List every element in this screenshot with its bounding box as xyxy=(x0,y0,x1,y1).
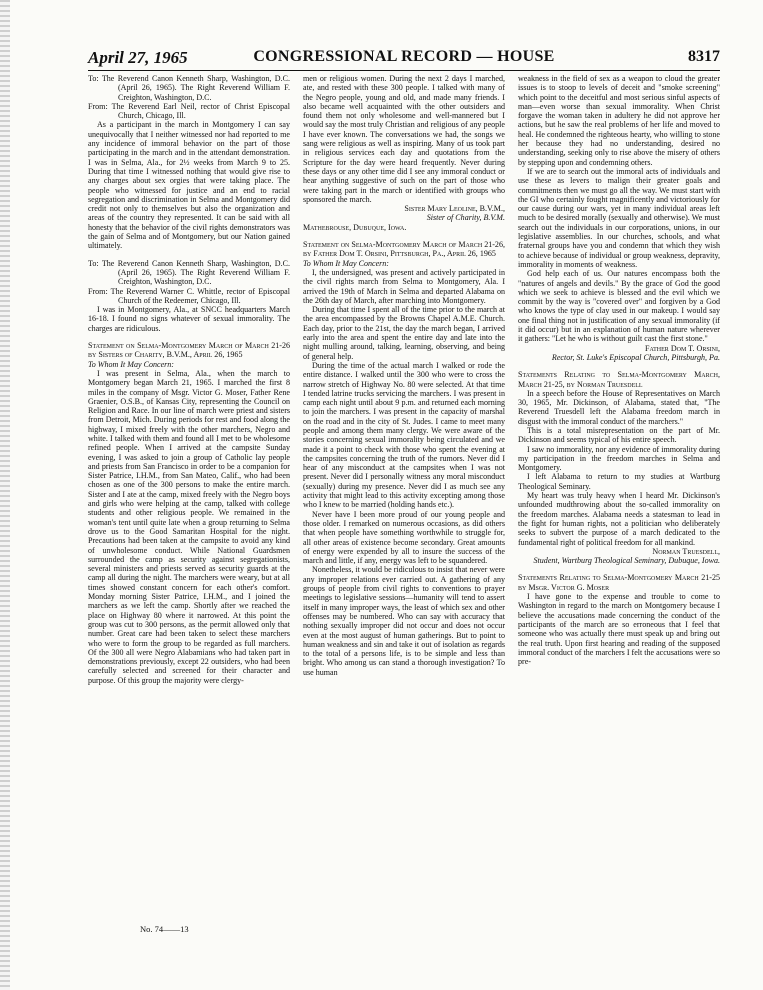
statement-heading: Statements Relating to Selma-Montgomery March 21-25 by Msgr. Victor G. Moser xyxy=(518,573,720,592)
paragraph: weakness in the field of sex as a weapon to cloud the greater issues is to stoop to levels of deceit and "smoke screening" which point to the deceitful and most serious sinful aspects of man—even worse than sexual immorality. When Christ forgave the woman taken in adultery he did not approve her actions, but he saw the real problems of her life and moved to heal. He condemned the righteous hearty, who willing to stone her because they had no understanding, desired no understanding, seeking only to rise above the misery of others by stepping upon and condemning others. xyxy=(518,74,720,167)
signature-name: Sister Mary Leoline, B.V.M., xyxy=(404,204,505,214)
header-title: CONGRESSIONAL RECORD — HOUSE xyxy=(253,48,555,65)
salutation: To Whom It May Concern: xyxy=(88,359,174,369)
memo-from: From: The Reverend Warner C. Whittle, rector of Episcopal Church of the Redeemer, Chicago, Ill. xyxy=(88,286,290,305)
paragraph: I saw no immorality, nor any evidence of immorality during my participation in the freedom marches in Selma and Montgomery. xyxy=(518,444,720,473)
paragraph: I was present in Selma, Ala., when the march to Montgomery began March 21, 1965. I marched the first 8 miles in the company of Msgr. Victor G. Moser, Father Rene Graenier, O.S.B., of Kansas City, representing the Council on Religion and Race. In our line of march were priest and sisters from Detroit, Mich. During periods for rest and food along the highway, I mixed freely with the other marchers, Negro and white. I talked with them and found all I met to be wholesome refined people. When I arrived at the campsite Sunday evening, I was asked to join a group of Catholic lay people and priests from San Francisco in order to be a companion for Sister Patrice, I.H.M., from San Mateo, Calif., who had been chosen as one of the 300 persons to make the entire march. Sister and I ate at the camp, mixed freely with the Negro boys and girls who were helping at the camp, talked with college students and other religious people. We remained in the woman's tent until quite late when a group returning to Selma drove us to the Good Samaritan Hospital for the night. Precautions had been taken at the campsite to avoid any kind of unwholesome conduct. While National Guardsmen surrounded the camp as security against segregationists, several ministers and priests served as security guards at the camp all during the night. The marchers were weary, but at all times showed constant concern for each other's comfort. Monday morning Sister Patrice, I.H.M., and I joined the marchers as we left the camp. Shortly after we reached the place on Highway 80 where it narrowed. At this point the group was cut to 300 persons, as the permit allowed only that number. Great care had been taken to select these marchers who were to form the group to be regarded as full marchers. Of the 300 all were Negro Alabamians who had taken part in demonstrations previously, except 22 outsiders, who had been carefully selected and screened for their character and purpose. Of this group the majority were clergy- xyxy=(88,368,290,685)
memo-to: To: The Reverend Canon Kenneth Sharp, Washington, D.C. (April 26, 1965). The Right Reverend William F. Creighton, Washington, D.C. xyxy=(88,74,290,102)
paragraph: God help each of us. Our natures encompass both the "natures of angels and devils." By the grace of God the good which we seek to achieve is blessed and the evil which we commit by the way is "covered over" and forgiven by a God who knows the type of clay used in our makeup. I would say one final thing not in justification of any sexual immorality (if it did occur) but in an explanation of human nature wherever it gathers: "Let he who is without guilt cast the first stone." xyxy=(518,269,720,344)
page-header xyxy=(88,48,720,71)
page-footer: No. 74——13 xyxy=(140,924,189,934)
header-date: April 27, 1965 xyxy=(88,48,188,67)
signature-name: Father Dom T. Orsini, xyxy=(645,343,720,353)
binding-edge xyxy=(0,0,10,990)
paragraph: men or religious women. During the next 2 days I marched, ate, and rested with these 300 people. I talked with many of the Negro people, young and old, and made many friends. I also became well acquainted with the other outsiders and found them not only wholesome and well-mannered but I would say the most truly Christian and religious of any people I have ever known. The conversations we had, the songs we sang were religious as well as inspiring. Many of us took part in religious services each day and quotations from the Scripture for the day were heard frequently. Never during these days or any other time did I see any immoral conduct or hear anything suggestive of such on the part of those who were taking part in the march or identified with groups who sponsored the march. xyxy=(303,74,505,204)
statement-heading: Statement on Selma-Montgomery March of March 21-26, by Father Dom T. Orsini, Pittsburgh, Pa., April 26, 1965 xyxy=(303,240,505,259)
signature-title: Sister of Charity, B.V.M. xyxy=(426,213,505,223)
signature-title: Student, Wartburg Theological Seminary, Dubuque, Iowa. xyxy=(533,556,720,566)
column-1 xyxy=(88,74,290,956)
paragraph: I left Alabama to return to my studies at Wartburg Theological Seminary. xyxy=(518,472,720,491)
paragraph: If we are to search out the immoral acts of individuals and use these as levers to malign their greater goals and commitments then we must go all the way. We must start with the GI who certainly fought magnificently and victoriously for our cause during our wars, yet in many individual areas left much to be desired morally (sexually and otherwise). We must search out the individuals in our corporations, unions, in our legislative assemblies. In our churches, schools, and what fraternal groups have you and condemn that which they wish to achieve because of individual or group weakness, depravity, immorality in moments of weakness. xyxy=(518,166,720,269)
memo-to: To: The Reverend Canon Kenneth Sharp, Washington, D.C. (April 26, 1965). The Right Reverend William F. Creighton, Washington, D.C. xyxy=(88,258,290,287)
statement-heading: Statement on Selma-Montgomery March of March 21-26 by Sisters of Charity, B.V.M., April 26, 1965 xyxy=(88,341,290,360)
salutation: To Whom It May Concern: xyxy=(303,258,389,268)
paragraph: During the time of the actual march I walked or rode the entire distance. I walked until the 300 who were to cross the narrow stretch of Highway No. 80 were selected. At that time I tended latrine trucks servicing the marchers. I was present in camp each night until about 9 p.m. and returned each morning to join the marchers. I was present in the capacity of marshal on the road and in the city of St. Judes. I came to meet many people and among them many clergy. We were aware of the stories concerning sexual immorality being circulated and we made it a point to check with those who spent the evening at the campsites concerning the truth of the rumors. Never did I hear of any misconduct at the campsites when I was not present. Never did I personally witness any moral misconduct (sexually) during my presence. Never did I as much see any activity that might lead to this activity excepting among those who I knew to be married (holding hands etc.). xyxy=(303,360,505,510)
paragraph: I, the undersigned, was present and actively participated in the civil rights march from Selma to Montgomery, Ala. I arrived the 19th of March in Selma and departed Alabama on the 26th day of March, after marching into Montgomery. xyxy=(303,267,505,305)
column-3 xyxy=(518,74,720,956)
column-2 xyxy=(303,74,505,956)
paragraph: Nonetheless, it would be ridiculous to insist that never were any improper relations ever carried out. A gathering of any groups of people from civil rights to conventions to prayer meetings to legislative sessions—humanity will tend to assert itself in many improper ways, the least of which sex and other offenses may be numbered. Who can say with accuracy that nothing sexually improper did not occur and does not occur even at the most august of human gatherings. But to point to human weakness and sin and take it out of isolation as regards to the total of a persons life, is to be simple and less than bright. Who among us can stand a thorough investigation? To use human xyxy=(303,565,505,677)
paragraph: I was in Montgomery, Ala., at SNCC headquarters March 16-18. I found no signs whatever of sexual immorality. The charges are ridiculous. xyxy=(88,305,290,333)
signature-location: Mathebrouse, Dubuque, Iowa. xyxy=(303,222,407,232)
paragraph: I have gone to the expense and trouble to come to Washington in regard to the march on Montgomery because I believe the accusations made concerning the conduct of the participants of the march are so erroneous that I feel that someone who was actually there must speak up and bring out the real truth. Upon first hearing and reading of the supposed immoral conduct of the marchers I felt the accusations were so pre- xyxy=(518,592,720,667)
paragraph: This is a total misrepresentation on the part of Mr. Dickinson and seems typical of his entire speech. xyxy=(518,425,720,445)
memo-from: From: The Reverend Earl Neil, rector of Christ Episcopal Church, Chicago, Ill. xyxy=(88,101,290,121)
header-page-number: 8317 xyxy=(688,48,720,65)
paragraph: My heart was truly heavy when I heard Mr. Dickinson's unfounded mudthrowing about the so-called immorality on the freedom marches. Alabama needs a statesman to lead in the fight for human rights, not a politician who deliberately seeks to subvert the purpose of a march dedicated to the fundamental right of political freedom for all mankind. xyxy=(518,491,720,547)
paragraph: Never have I been more proud of our young people and those older. I remarked on numerous occasions, as did others that when people have something worthwhile to struggle for, all other areas of existence become secondary. Great amounts of energy were expended by all to insure the success of the march and little, if any, energy was left to be squandered. xyxy=(303,509,505,566)
statement-heading: Statements Relating to Selma-Montgomery March, March 21-25, by Norman Truesdell xyxy=(518,370,720,389)
signature-name: Norman Truesdell, xyxy=(652,546,720,556)
signature-title: Rector, St. Luke's Episcopal Church, Pittsburgh, Pa. xyxy=(551,352,720,362)
paragraph: In a speech before the House of Representatives on March 30, 1965, Mr. Dickinson, of Alabama, stated that, "The Reverend Truesdell left the Alabama freedom march in disgust with the immoral conduct of the marchers." xyxy=(518,388,720,426)
paragraph: As a participant in the march in Montgomery I can say unequivocally that I neither witnessed nor had reported to me any incidence of immoral behavior on the part of those participating in the march and in the attendant demonstration. I was in Selma, Ala., for 2½ weeks from March 9 to 25. During that time I witnessed nothing that would give rise to any charges about sex orgies that were taking place. The people who witnessed for justice and an end to racial segregation and discrimination in Selma and Montgomery did credit not only to themselves but also the organization and areas of the country they represented. It can be said with all honesty that the behavior of the civil rights demonstrators was the gain of Selma and of Montgomery, but our Nation gained ultimately. xyxy=(88,120,290,251)
paragraph: During that time I spent all of the time prior to the march at the area encompassed by the Browns Chapel A.M.E. Church. Each day, prior to the 21st, the day the march began, I arrived early into the area and spent the entire day and late into the night mulling around, talking, learning, observing, and being of general help. xyxy=(303,305,505,361)
